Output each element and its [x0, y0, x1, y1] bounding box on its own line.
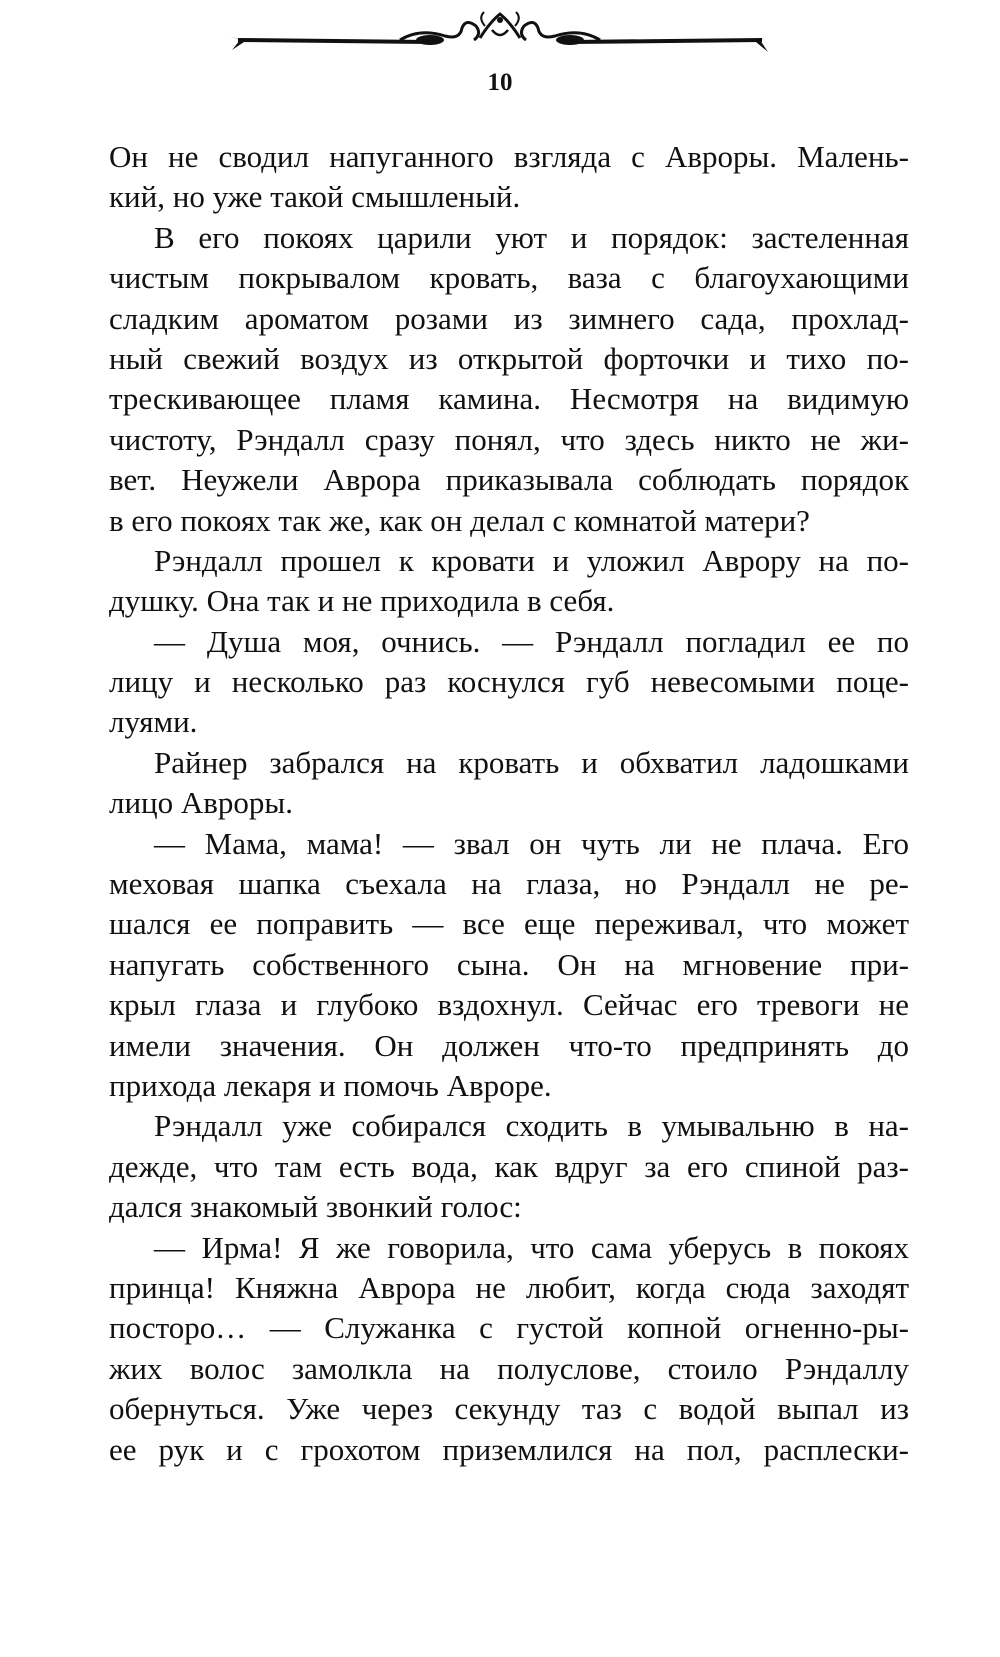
text-line: посторо… — Служанка с густой копной огненно-ры- [109, 1310, 909, 1346]
text-line: ее рук и с грохотом приземлился на пол, расплески- [109, 1431, 909, 1467]
text-line: В его покоях царили уют и порядок: застеленная [154, 219, 909, 255]
text-line: в его покоях так же, как он делал с комнатой матери? [109, 502, 810, 538]
scroll-ornament-icon [230, 10, 770, 62]
text-line: жих волос замолкла на полуслове, стоило Рэндаллу [109, 1350, 909, 1386]
text-line: Он не сводил напуганного взгляда с Авроры. Малень- [109, 139, 909, 174]
text-line: сладким ароматом розами из зимнего сада, прохлад- [109, 300, 909, 336]
text-line: Райнер забрался на кровать и обхватил ладошками [154, 744, 909, 780]
text-line: шался ее поправить — все еще переживал, что может [109, 906, 909, 942]
text-line: — Душа моя, очнись. — Рэндалл погладил ее по [154, 623, 909, 659]
text-line: дался знакомый звонкий голос: [109, 1189, 522, 1225]
text-line: душку. Она так и не приходила в себя. [109, 583, 615, 619]
text-line: луями. [109, 704, 198, 740]
text-line: обернуться. Уже через секунду таз с водой выпал из [109, 1391, 909, 1427]
text-line: принца! Княжна Аврора не любит, когда сюда заходят [109, 1269, 909, 1305]
text-line: — Мама, мама! — звал он чуть ли не плача. Его [154, 825, 909, 861]
text-line: лицо Авроры. [109, 785, 294, 821]
text-line: имели значения. Он должен что-то предпринять до [109, 1027, 909, 1063]
text-line: чистым покрывалом кровать, ваза с благоухающими [109, 260, 909, 296]
body-text [109, 137, 909, 1470]
text-line: вет. Неужели Аврора приказывала соблюдать порядок [109, 462, 909, 498]
page-number: 10 [487, 69, 513, 96]
text-line: лицу и несколько раз коснулся губ невесомыми поце- [109, 664, 909, 700]
text-line: крыл глаза и глубоко вздохнул. Сейчас его тревоги не [109, 987, 909, 1023]
text-line: Рэндалл уже собирался сходить в умывальню в на- [154, 1108, 909, 1144]
text-line: меховая шапка съехала на глаза, но Рэндалл не ре- [109, 866, 909, 902]
text-line: ный свежий воздух из открытой форточки и тихо по- [109, 340, 909, 376]
text-line: кий, но уже такой смышленый. [109, 179, 521, 215]
text-line: чистоту, Рэндалл сразу понял, что здесь никто не жи- [109, 421, 909, 457]
text-line: — Ирма! Я же говорила, что сама уберусь в покоях [154, 1229, 909, 1265]
text-line: напугать собственного сына. Он на мгновение при- [109, 946, 909, 982]
text-line: дежде, что там есть вода, как вдруг за его спиной раз- [109, 1148, 909, 1184]
text-line: трескивающее пламя камина. Несмотря на видимую [109, 381, 909, 417]
text-line: прихода лекаря и помочь Авроре. [109, 1067, 552, 1103]
text-line: Рэндалл прошел к кровати и уложил Аврору на по- [154, 542, 909, 578]
